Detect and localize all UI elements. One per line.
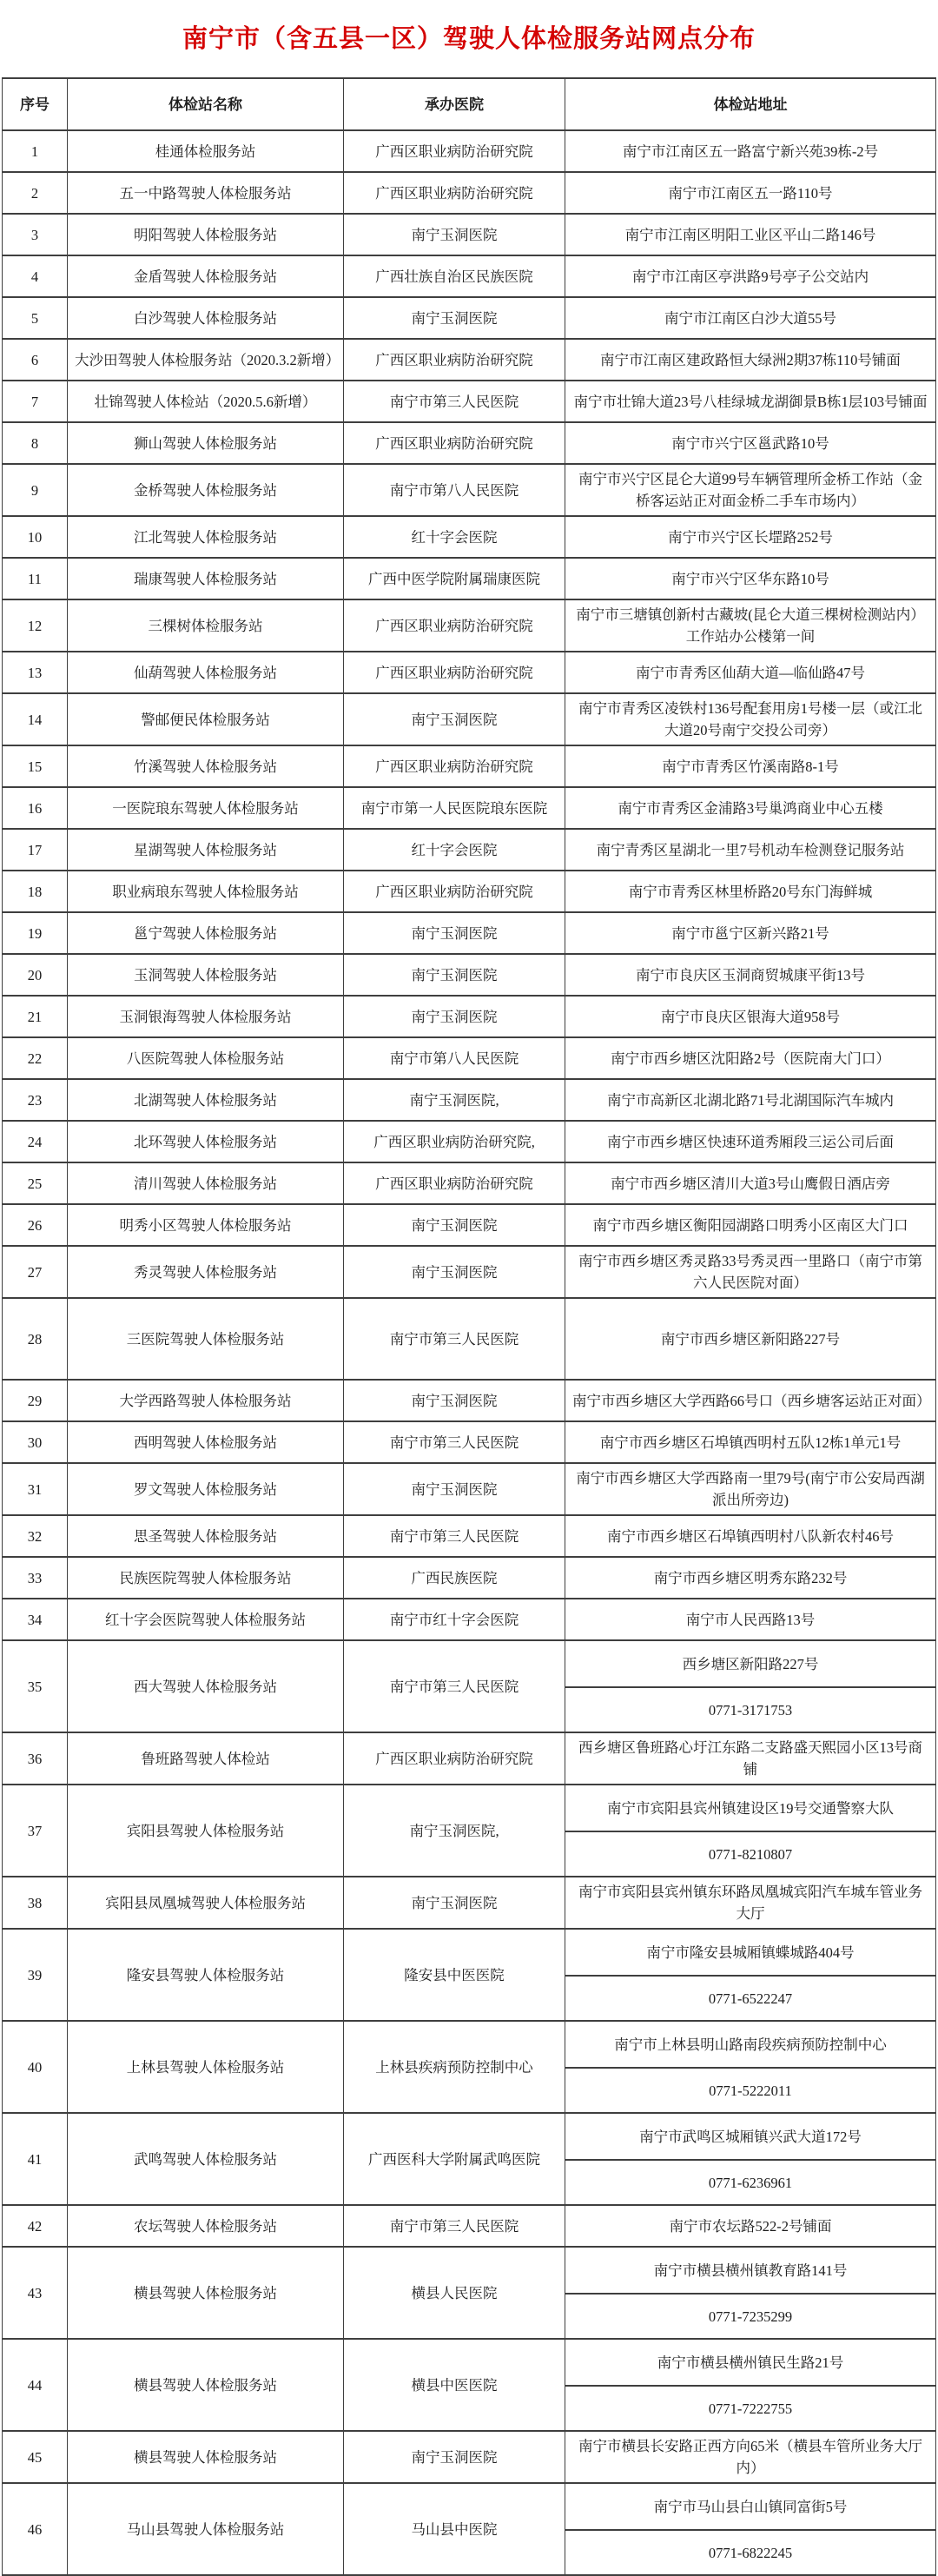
station-name: 白沙驾驶人体检服务站 bbox=[68, 297, 344, 339]
hospital-name: 南宁市第三人民医院 bbox=[344, 1515, 565, 1557]
row-number: 38 bbox=[3, 1877, 68, 1929]
station-name: 一医院琅东驾驶人体检服务站 bbox=[68, 787, 344, 829]
station-address-cell bbox=[565, 2247, 936, 2339]
station-phone: 0771-8210807 bbox=[565, 1831, 935, 1876]
hospital-name: 广西民族医院 bbox=[344, 1557, 565, 1599]
hospital-name: 南宁市第三人民医院 bbox=[344, 2205, 565, 2247]
hospital-name: 南宁玉洞医院, bbox=[344, 1079, 565, 1121]
station-name: 隆安县驾驶人体检服务站 bbox=[68, 1929, 344, 2021]
station-name: 宾阳县驾驶人体检服务站 bbox=[68, 1785, 344, 1877]
station-name: 上林县驾驶人体检服务站 bbox=[68, 2021, 344, 2113]
table-row bbox=[3, 1298, 936, 1380]
row-number: 4 bbox=[3, 255, 68, 297]
station-name: 邕宁驾驶人体检服务站 bbox=[68, 912, 344, 954]
station-address: 南宁市江南区五一路富宁新兴苑39栋-2号 bbox=[565, 130, 936, 172]
row-number: 42 bbox=[3, 2205, 68, 2247]
row-number: 25 bbox=[3, 1162, 68, 1204]
table-row bbox=[3, 1421, 936, 1463]
station-address: 南宁市西乡塘区衡阳园湖路口明秀小区南区大门口 bbox=[565, 1204, 936, 1246]
station-name: 玉洞驾驶人体检服务站 bbox=[68, 954, 344, 996]
station-address: 南宁市兴宁区昆仑大道99号车辆管理所金桥工作站（金桥客运站正对面金桥二手车市场内） bbox=[565, 464, 936, 516]
table-row bbox=[3, 996, 936, 1037]
station-name: 三棵树体检服务站 bbox=[68, 599, 344, 652]
row-number: 41 bbox=[3, 2113, 68, 2205]
table-row bbox=[3, 130, 936, 172]
table-row bbox=[3, 1037, 936, 1079]
row-number: 37 bbox=[3, 1785, 68, 1877]
station-name: 横县驾驶人体检服务站 bbox=[68, 2431, 344, 2483]
station-address: 南宁市兴宁区长堽路252号 bbox=[565, 516, 936, 558]
hospital-name: 南宁玉洞医院 bbox=[344, 1204, 565, 1246]
station-address: 南宁市江南区建政路恒大绿洲2期37栋110号铺面 bbox=[565, 339, 936, 381]
hospital-name: 南宁玉洞医院 bbox=[344, 214, 565, 255]
table-row bbox=[3, 829, 936, 871]
station-address: 南宁市江南区白沙大道55号 bbox=[565, 297, 936, 339]
station-name: 农坛驾驶人体检服务站 bbox=[68, 2205, 344, 2247]
station-address: 南宁市西乡塘区快速环道秀厢段三运公司后面 bbox=[565, 1121, 936, 1162]
table-row bbox=[3, 339, 936, 381]
row-number: 6 bbox=[3, 339, 68, 381]
station-address-cell bbox=[565, 2021, 936, 2113]
hospital-name: 南宁玉洞医院 bbox=[344, 1246, 565, 1298]
table-row bbox=[3, 297, 936, 339]
hospital-name: 广西区职业病防治研究院 bbox=[344, 1162, 565, 1204]
table-row bbox=[3, 2205, 936, 2247]
station-name: 瑞康驾驶人体检服务站 bbox=[68, 558, 344, 599]
station-name: 玉洞银海驾驶人体检服务站 bbox=[68, 996, 344, 1037]
hospital-name: 隆安县中医医院 bbox=[344, 1929, 565, 2021]
station-address: 南宁市邕宁区新兴路21号 bbox=[565, 912, 936, 954]
table-row bbox=[3, 1640, 936, 1732]
row-number: 13 bbox=[3, 652, 68, 693]
hospital-name: 南宁市红十字会医院 bbox=[344, 1599, 565, 1640]
hospital-name: 广西区职业病防治研究院 bbox=[344, 871, 565, 912]
station-address-line: 南宁市宾阳县宾州镇建设区19号交通警察大队 bbox=[607, 1799, 894, 1817]
row-number: 7 bbox=[3, 381, 68, 422]
table-row bbox=[3, 2113, 936, 2205]
station-name: 民族医院驾驶人体检服务站 bbox=[68, 1557, 344, 1599]
hospital-name: 广西区职业病防治研究院 bbox=[344, 130, 565, 172]
table-row bbox=[3, 2021, 936, 2113]
hospital-name: 南宁玉洞医院 bbox=[344, 1380, 565, 1421]
row-number: 39 bbox=[3, 1929, 68, 2021]
station-address: 南宁市宾阳县宾州镇东环路凤凰城宾阳汽车城车管业务大厅 bbox=[565, 1877, 936, 1929]
row-number: 15 bbox=[3, 745, 68, 787]
station-name: 横县驾驶人体检服务站 bbox=[68, 2339, 344, 2431]
station-phone: 0771-3171753 bbox=[565, 1686, 935, 1732]
table-row bbox=[3, 2483, 936, 2575]
station-address: 南宁市人民西路13号 bbox=[565, 1599, 936, 1640]
table-row bbox=[3, 1380, 936, 1421]
station-phone: 0771-5222011 bbox=[565, 2067, 935, 2112]
table-row bbox=[3, 214, 936, 255]
station-phone: 0771-6236961 bbox=[565, 2159, 935, 2204]
table-row bbox=[3, 912, 936, 954]
station-name: 狮山驾驶人体检服务站 bbox=[68, 422, 344, 464]
station-name: 桂通体检服务站 bbox=[68, 130, 344, 172]
station-address: 南宁市农坛路522-2号铺面 bbox=[565, 2205, 936, 2247]
row-number: 23 bbox=[3, 1079, 68, 1121]
station-name: 宾阳县凤凰城驾驶人体检服务站 bbox=[68, 1877, 344, 1929]
station-address: 西乡塘区鲁班路心圩江东路二支路盛天熙园小区13号商铺 bbox=[565, 1732, 936, 1785]
station-name: 马山县驾驶人体检服务站 bbox=[68, 2483, 344, 2575]
row-number: 36 bbox=[3, 1732, 68, 1785]
station-name: 三医院驾驶人体检服务站 bbox=[68, 1298, 344, 1380]
station-address-line: 南宁市马山县白山镇同富街5号 bbox=[653, 2498, 848, 2515]
hospital-name: 横县中医医院 bbox=[344, 2339, 565, 2431]
stations-table bbox=[2, 77, 936, 2576]
row-number: 33 bbox=[3, 1557, 68, 1599]
header-no: 序号 bbox=[3, 78, 68, 130]
hospital-name: 广西区职业病防治研究院 bbox=[344, 652, 565, 693]
table-row bbox=[3, 1246, 936, 1298]
table-row bbox=[3, 558, 936, 599]
hospital-name: 广西中医学院附属瑞康医院 bbox=[344, 558, 565, 599]
row-number: 44 bbox=[3, 2339, 68, 2431]
station-address: 南宁市西乡塘区大学西路南一里79号(南宁市公安局西湖派出所旁边) bbox=[565, 1463, 936, 1515]
row-number: 8 bbox=[3, 422, 68, 464]
station-name: 红十字会医院驾驶人体检服务站 bbox=[68, 1599, 344, 1640]
station-address-cell bbox=[565, 2113, 936, 2205]
table-header bbox=[3, 78, 936, 130]
table-row bbox=[3, 2431, 936, 2483]
station-address-line: 南宁市上林县明山路南段疾病预防控制中心 bbox=[614, 2036, 887, 2053]
row-number: 31 bbox=[3, 1463, 68, 1515]
station-address: 南宁市兴宁区邕武路10号 bbox=[565, 422, 936, 464]
page-title: 南宁市（含五县一区）驾驶人体检服务站网点分布 bbox=[182, 25, 756, 53]
hospital-name: 广西医科大学附属武鸣医院 bbox=[344, 2113, 565, 2205]
hospital-name: 广西壮族自治区民族医院 bbox=[344, 255, 565, 297]
station-name: 壮锦驾驶人体检站（2020.5.6新增） bbox=[68, 381, 344, 422]
hospital-name: 南宁玉洞医院 bbox=[344, 1463, 565, 1515]
hospital-name: 南宁市第三人民医院 bbox=[344, 1421, 565, 1463]
station-name: 八医院驾驶人体检服务站 bbox=[68, 1037, 344, 1079]
row-number: 16 bbox=[3, 787, 68, 829]
station-address-line: 南宁市横县横州镇民生路21号 bbox=[657, 2354, 844, 2371]
hospital-name: 广西区职业病防治研究院 bbox=[344, 599, 565, 652]
station-name: 金桥驾驶人体检服务站 bbox=[68, 464, 344, 516]
station-address: 南宁市青秀区林里桥路20号东门海鲜城 bbox=[565, 871, 936, 912]
hospital-name: 红十字会医院 bbox=[344, 516, 565, 558]
station-name: 西大驾驶人体检服务站 bbox=[68, 1640, 344, 1732]
hospital-name: 广西区职业病防治研究院 bbox=[344, 172, 565, 214]
hospital-name: 广西区职业病防治研究院 bbox=[344, 745, 565, 787]
station-address-cell bbox=[565, 1785, 936, 1877]
table-row bbox=[3, 954, 936, 996]
row-number: 10 bbox=[3, 516, 68, 558]
station-address: 南宁市西乡塘区明秀东路232号 bbox=[565, 1557, 936, 1599]
hospital-name: 马山县中医院 bbox=[344, 2483, 565, 2575]
table-row bbox=[3, 2247, 936, 2339]
row-number: 28 bbox=[3, 1298, 68, 1380]
table-row bbox=[3, 255, 936, 297]
station-address-cell bbox=[565, 2483, 936, 2575]
table-row bbox=[3, 516, 936, 558]
station-phone: 0771-6522247 bbox=[565, 1975, 935, 2020]
table-row bbox=[3, 1079, 936, 1121]
row-number: 20 bbox=[3, 954, 68, 996]
row-number: 1 bbox=[3, 130, 68, 172]
row-number: 27 bbox=[3, 1246, 68, 1298]
table-row bbox=[3, 172, 936, 214]
table-row bbox=[3, 1732, 936, 1785]
row-number: 35 bbox=[3, 1640, 68, 1732]
hospital-name: 广西区职业病防治研究院 bbox=[344, 1732, 565, 1785]
hospital-name: 南宁玉洞医院 bbox=[344, 954, 565, 996]
station-address-line: 南宁市武鸣区城厢镇兴武大道172号 bbox=[639, 2128, 862, 2145]
hospital-name: 南宁市第一人民医院琅东医院 bbox=[344, 787, 565, 829]
station-address: 南宁市西乡塘区清川大道3号山鹰假日酒店旁 bbox=[565, 1162, 936, 1204]
station-address-line: 西乡塘区新阳路227号 bbox=[682, 1655, 819, 1672]
row-number: 43 bbox=[3, 2247, 68, 2339]
row-number: 46 bbox=[3, 2483, 68, 2575]
table-row bbox=[3, 2339, 936, 2431]
table-row bbox=[3, 787, 936, 829]
station-address: 南宁市良庆区玉洞商贸城康平街13号 bbox=[565, 954, 936, 996]
hospital-name: 南宁玉洞医院 bbox=[344, 1877, 565, 1929]
table-row bbox=[3, 1877, 936, 1929]
station-name: 明秀小区驾驶人体检服务站 bbox=[68, 1204, 344, 1246]
station-name: 横县驾驶人体检服务站 bbox=[68, 2247, 344, 2339]
station-address-cell bbox=[565, 2339, 936, 2431]
table-row bbox=[3, 1557, 936, 1599]
table-row bbox=[3, 464, 936, 516]
row-number: 12 bbox=[3, 599, 68, 652]
table-row bbox=[3, 1785, 936, 1877]
station-name: 五一中路驾驶人体检服务站 bbox=[68, 172, 344, 214]
hospital-name: 横县人民医院 bbox=[344, 2247, 565, 2339]
row-number: 30 bbox=[3, 1421, 68, 1463]
row-number: 19 bbox=[3, 912, 68, 954]
row-number: 40 bbox=[3, 2021, 68, 2113]
row-number: 18 bbox=[3, 871, 68, 912]
station-address: 南宁市青秀区竹溪南路8-1号 bbox=[565, 745, 936, 787]
table-row bbox=[3, 693, 936, 745]
station-name: 警邮便民体检服务站 bbox=[68, 693, 344, 745]
station-address-line: 南宁市横县横州镇教育路141号 bbox=[653, 2261, 848, 2279]
header-address: 体检站地址 bbox=[565, 78, 936, 130]
hospital-name: 南宁市第三人民医院 bbox=[344, 1298, 565, 1380]
header-name: 体检站名称 bbox=[68, 78, 344, 130]
table-row bbox=[3, 381, 936, 422]
hospital-name: 南宁玉洞医院, bbox=[344, 1785, 565, 1877]
station-name: 竹溪驾驶人体检服务站 bbox=[68, 745, 344, 787]
station-address: 南宁市青秀区凌铁村136号配套用房1号楼一层（或江北大道20号南宁交投公司旁） bbox=[565, 693, 936, 745]
station-name: 仙葫驾驶人体检服务站 bbox=[68, 652, 344, 693]
station-address: 南宁市西乡塘区大学西路66号口（西乡塘客运站正对面） bbox=[565, 1380, 936, 1421]
station-name: 金盾驾驶人体检服务站 bbox=[68, 255, 344, 297]
hospital-name: 广西区职业病防治研究院, bbox=[344, 1121, 565, 1162]
hospital-name: 南宁市第八人民医院 bbox=[344, 1037, 565, 1079]
station-name: 罗文驾驶人体检服务站 bbox=[68, 1463, 344, 1515]
station-phone: 0771-7235299 bbox=[565, 2293, 935, 2338]
station-address: 南宁市江南区五一路110号 bbox=[565, 172, 936, 214]
station-address: 南宁市高新区北湖北路71号北湖国际汽车城内 bbox=[565, 1079, 936, 1121]
station-name: 大学西路驾驶人体检服务站 bbox=[68, 1380, 344, 1421]
station-name: 北湖驾驶人体检服务站 bbox=[68, 1079, 344, 1121]
row-number: 14 bbox=[3, 693, 68, 745]
hospital-name: 上林县疾病预防控制中心 bbox=[344, 2021, 565, 2113]
row-number: 22 bbox=[3, 1037, 68, 1079]
table-row bbox=[3, 652, 936, 693]
table-row bbox=[3, 599, 936, 652]
table-row bbox=[3, 1599, 936, 1640]
hospital-name: 南宁玉洞医院 bbox=[344, 2431, 565, 2483]
row-number: 34 bbox=[3, 1599, 68, 1640]
station-address: 南宁市西乡塘区石埠镇西明村五队12栋1单元1号 bbox=[565, 1421, 936, 1463]
row-number: 5 bbox=[3, 297, 68, 339]
station-phone: 0771-7222755 bbox=[565, 2385, 935, 2430]
station-phone: 0771-6822245 bbox=[565, 2529, 935, 2574]
station-address: 南宁市西乡塘区秀灵路33号秀灵西一里路口（南宁市第六人民医院对面） bbox=[565, 1246, 936, 1298]
station-address-cell bbox=[565, 1640, 936, 1732]
station-address: 南宁市江南区亭洪路9号亭子公交站内 bbox=[565, 255, 936, 297]
station-address: 南宁市西乡塘区石埠镇西明村八队新农村46号 bbox=[565, 1515, 936, 1557]
station-address: 南宁青秀区星湖北一里7号机动车检测登记服务站 bbox=[565, 829, 936, 871]
table-row bbox=[3, 745, 936, 787]
table-row bbox=[3, 1463, 936, 1515]
station-table-body bbox=[3, 130, 936, 2575]
station-name: 鲁班路驾驶人体检站 bbox=[68, 1732, 344, 1785]
station-name: 清川驾驶人体检服务站 bbox=[68, 1162, 344, 1204]
station-address: 南宁市横县长安路正西方向65米（横县车管所业务大厅内） bbox=[565, 2431, 936, 2483]
station-address: 南宁市三塘镇创新村古藏坡(昆仑大道三棵树检测站内）工作站办公楼第一间 bbox=[565, 599, 936, 652]
hospital-name: 南宁市第三人民医院 bbox=[344, 1640, 565, 1732]
station-name: 北环驾驶人体检服务站 bbox=[68, 1121, 344, 1162]
row-number: 3 bbox=[3, 214, 68, 255]
header-hospital: 承办医院 bbox=[344, 78, 565, 130]
station-name: 秀灵驾驶人体检服务站 bbox=[68, 1246, 344, 1298]
station-address-line: 南宁市隆安县城厢镇蝶城路404号 bbox=[646, 1944, 855, 1961]
row-number: 32 bbox=[3, 1515, 68, 1557]
table-row bbox=[3, 1162, 936, 1204]
station-name: 江北驾驶人体检服务站 bbox=[68, 516, 344, 558]
header-row bbox=[3, 78, 936, 130]
station-name: 大沙田驾驶人体检服务站（2020.3.2新增） bbox=[68, 339, 344, 381]
station-address: 南宁市良庆区银海大道958号 bbox=[565, 996, 936, 1037]
hospital-name: 红十字会医院 bbox=[344, 829, 565, 871]
station-address: 南宁市壮锦大道23号八桂绿城龙湖御景B栋1层103号铺面 bbox=[565, 381, 936, 422]
hospital-name: 南宁市第八人民医院 bbox=[344, 464, 565, 516]
table-row bbox=[3, 1121, 936, 1162]
station-name: 西明驾驶人体检服务站 bbox=[68, 1421, 344, 1463]
hospital-name: 广西区职业病防治研究院 bbox=[344, 339, 565, 381]
station-address: 南宁市江南区明阳工业区平山二路146号 bbox=[565, 214, 936, 255]
row-number: 2 bbox=[3, 172, 68, 214]
hospital-name: 南宁玉洞医院 bbox=[344, 912, 565, 954]
table-row bbox=[3, 871, 936, 912]
row-number: 29 bbox=[3, 1380, 68, 1421]
hospital-name: 南宁玉洞医院 bbox=[344, 693, 565, 745]
station-address: 南宁市青秀区金浦路3号巢鸿商业中心五楼 bbox=[565, 787, 936, 829]
station-name: 职业病琅东驾驶人体检服务站 bbox=[68, 871, 344, 912]
row-number: 24 bbox=[3, 1121, 68, 1162]
row-number: 21 bbox=[3, 996, 68, 1037]
table-row bbox=[3, 422, 936, 464]
table-row bbox=[3, 1929, 936, 2021]
hospital-name: 南宁玉洞医院 bbox=[344, 996, 565, 1037]
hospital-name: 广西区职业病防治研究院 bbox=[344, 422, 565, 464]
table-row bbox=[3, 1204, 936, 1246]
row-number: 11 bbox=[3, 558, 68, 599]
station-name: 思圣驾驶人体检服务站 bbox=[68, 1515, 344, 1557]
row-number: 45 bbox=[3, 2431, 68, 2483]
station-address: 南宁市兴宁区华东路10号 bbox=[565, 558, 936, 599]
station-address: 南宁市西乡塘区新阳路227号 bbox=[565, 1298, 936, 1380]
hospital-name: 南宁玉洞医院 bbox=[344, 297, 565, 339]
hospital-name: 南宁市第三人民医院 bbox=[344, 381, 565, 422]
row-number: 9 bbox=[3, 464, 68, 516]
row-number: 26 bbox=[3, 1204, 68, 1246]
table-row bbox=[3, 1515, 936, 1557]
station-address: 南宁市西乡塘区沈阳路2号（医院南大门口） bbox=[565, 1037, 936, 1079]
station-name: 明阳驾驶人体检服务站 bbox=[68, 214, 344, 255]
station-address-cell bbox=[565, 1929, 936, 2021]
station-name: 武鸣驾驶人体检服务站 bbox=[68, 2113, 344, 2205]
station-address: 南宁市青秀区仙葫大道—临仙路47号 bbox=[565, 652, 936, 693]
station-name: 星湖驾驶人体检服务站 bbox=[68, 829, 344, 871]
row-number: 17 bbox=[3, 829, 68, 871]
